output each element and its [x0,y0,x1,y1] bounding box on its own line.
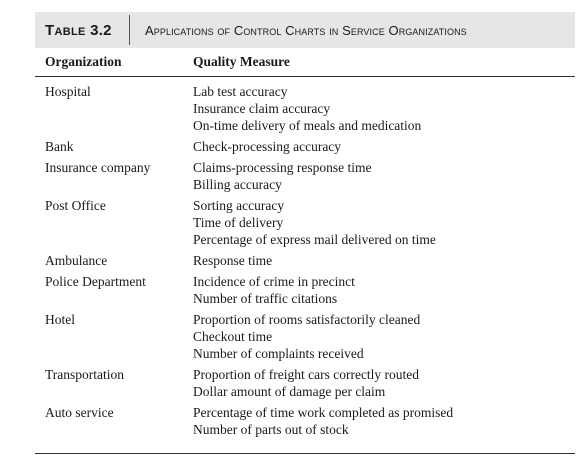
quality-measure-cell [183,252,575,269]
table-caption-bar [35,12,575,48]
organization-cell: Post Office [45,198,106,213]
quality-measure-item: Percentage of time work completed as promised [193,405,454,420]
organization-cell: Insurance company [45,160,151,175]
quality-measure-item: Number of parts out of stock [193,422,349,437]
quality-measure-item: Incidence of crime in precinct [193,274,355,289]
table-row [35,197,575,248]
table-container [35,12,575,442]
quality-measure-cell [183,273,575,307]
quality-measure-cell [183,138,575,155]
organization-cell: Hotel [45,312,75,327]
quality-measure-cell [183,404,575,438]
quality-measure-item: Percentage of express mail delivered on time [193,232,436,247]
table-bottom-rule [35,453,575,454]
header-quality-measure: Quality Measure [193,54,290,69]
organization-cell: Transportation [45,367,125,382]
quality-measure-cell [183,159,575,193]
table-row [35,83,575,134]
table-row [35,404,575,438]
table-header-row [35,48,575,77]
organization-cell: Auto service [45,405,114,420]
quality-measure-item: Sorting accuracy [193,198,285,213]
organization-cell: Police Department [45,274,146,289]
quality-measure-item: Checkout time [193,329,273,344]
table-row [35,311,575,362]
organization-cell: Bank [45,139,74,154]
quality-measure-item: Number of traffic citations [193,291,338,306]
quality-measure-item: Check-processing accuracy [193,139,342,154]
quality-measure-item: Response time [193,253,273,268]
quality-measure-item: Claims-processing response time [193,160,372,175]
quality-measure-cell [183,83,575,134]
quality-measure-item: Time of delivery [193,215,284,230]
header-organization: Organization [45,54,122,69]
table-row [35,138,575,155]
organization-cell: Hospital [45,84,91,99]
table-label: Table 3.2 [45,21,112,39]
quality-measure-item: Proportion of freight cars correctly routed [193,367,420,382]
quality-measure-item: On-time delivery of meals and medication [193,118,422,133]
quality-measure-item: Number of complaints received [193,346,364,361]
quality-measure-cell [183,197,575,248]
quality-measure-cell [183,311,575,362]
table-row [35,366,575,400]
quality-measure-item: Dollar amount of damage per claim [193,384,386,399]
table-title: Applications of Control Charts in Service Organizations [145,22,467,38]
quality-measure-cell [183,366,575,400]
quality-measure-item: Insurance claim accuracy [193,101,331,116]
table-row [35,252,575,269]
table-row [35,159,575,193]
table-body [35,77,575,438]
quality-measure-item: Billing accuracy [193,177,282,192]
organization-cell: Ambulance [45,253,108,268]
quality-measure-item: Proportion of rooms satisfactorily cleaned [193,312,421,327]
quality-measure-item: Lab test accuracy [193,84,288,99]
caption-divider [129,15,130,45]
table-row [35,273,575,307]
